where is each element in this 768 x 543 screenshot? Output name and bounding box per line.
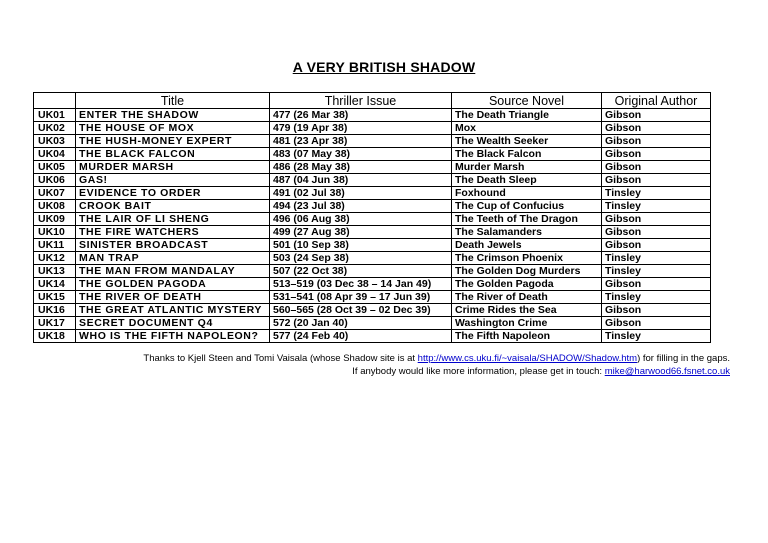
table-row <box>34 291 711 304</box>
cell-code: UK13 <box>34 265 76 278</box>
column-header-thriller-issue: Thriller Issue <box>270 93 452 109</box>
cell-code: UK03 <box>34 135 76 148</box>
cell-source-novel: The Cup of Confucius <box>452 200 602 213</box>
cell-thriller-issue: 477 (26 Mar 38) <box>270 109 452 122</box>
table-row <box>34 226 711 239</box>
cell-code: UK09 <box>34 213 76 226</box>
cell-source-novel: The River of Death <box>452 291 602 304</box>
thanks-note <box>143 353 730 364</box>
cell-thriller-issue: 507 (22 Oct 38) <box>270 265 452 278</box>
cell-thriller-issue: 491 (02 Jul 38) <box>270 187 452 200</box>
cell-title: THE MAN FROM MANDALAY <box>76 265 270 278</box>
cell-source-novel: The Wealth Seeker <box>452 135 602 148</box>
cell-title: EVIDENCE TO ORDER <box>76 187 270 200</box>
cell-original-author: Gibson <box>602 239 711 252</box>
cell-source-novel: The Salamanders <box>452 226 602 239</box>
table-row <box>34 135 711 148</box>
table-row <box>34 304 711 317</box>
cell-source-novel: The Death Sleep <box>452 174 602 187</box>
cell-original-author: Gibson <box>602 109 711 122</box>
cell-thriller-issue: 501 (10 Sep 38) <box>270 239 452 252</box>
cell-original-author: Gibson <box>602 304 711 317</box>
shadow-site-link[interactable]: http://www.cs.uku.fi/~vaisala/SHADOW/Shadow.htm <box>417 353 638 364</box>
cell-original-author: Gibson <box>602 135 711 148</box>
cell-code: UK18 <box>34 330 76 343</box>
table-row <box>34 265 711 278</box>
cell-title: THE GOLDEN PAGODA <box>76 278 270 291</box>
cell-thriller-issue: 499 (27 Aug 38) <box>270 226 452 239</box>
cell-source-novel: Murder Marsh <box>452 161 602 174</box>
table-row <box>34 122 711 135</box>
cell-original-author: Gibson <box>602 122 711 135</box>
thanks-text-after: ) for filling in the gaps. <box>637 353 730 364</box>
cell-thriller-issue: 494 (23 Jul 38) <box>270 200 452 213</box>
table-row <box>34 213 711 226</box>
cell-source-novel: The Teeth of The Dragon <box>452 213 602 226</box>
cell-original-author: Tinsley <box>602 330 711 343</box>
cell-source-novel: The Death Triangle <box>452 109 602 122</box>
cell-source-novel: The Fifth Napoleon <box>452 330 602 343</box>
table-row <box>34 317 711 330</box>
email-link[interactable]: mike@harwood66.fsnet.co.uk <box>604 366 730 377</box>
table-row <box>34 161 711 174</box>
cell-code: UK14 <box>34 278 76 291</box>
cell-original-author: Gibson <box>602 161 711 174</box>
cell-source-novel: The Golden Pagoda <box>452 278 602 291</box>
cell-thriller-issue: 531–541 (08 Apr 39 – 17 Jun 39) <box>270 291 452 304</box>
cell-source-novel: Death Jewels <box>452 239 602 252</box>
cell-original-author: Gibson <box>602 317 711 330</box>
cell-thriller-issue: 487 (04 Jun 38) <box>270 174 452 187</box>
cell-original-author: Gibson <box>602 174 711 187</box>
cell-source-novel: The Black Falcon <box>452 148 602 161</box>
cell-title: WHO IS THE FIFTH NAPOLEON? <box>76 330 270 343</box>
cell-thriller-issue: 572 (20 Jan 40) <box>270 317 452 330</box>
cell-title: ENTER THE SHADOW <box>76 109 270 122</box>
cell-thriller-issue: 513–519 (03 Dec 38 – 14 Jan 49) <box>270 278 452 291</box>
cell-code: UK06 <box>34 174 76 187</box>
cell-source-novel: The Crimson Phoenix <box>452 252 602 265</box>
cell-title: CROOK BAIT <box>76 200 270 213</box>
cell-thriller-issue: 577 (24 Feb 40) <box>270 330 452 343</box>
cell-thriller-issue: 483 (07 May 38) <box>270 148 452 161</box>
cell-title: THE GREAT ATLANTIC MYSTERY <box>76 304 270 317</box>
column-header-source-novel: Source Novel <box>452 93 602 109</box>
table-row <box>34 109 711 122</box>
table-header-row <box>34 93 711 109</box>
cell-title: THE RIVER OF DEATH <box>76 291 270 304</box>
contact-note <box>352 366 730 377</box>
cell-source-novel: Washington Crime <box>452 317 602 330</box>
table-row <box>34 330 711 343</box>
table-row <box>34 200 711 213</box>
cell-title: THE LAIR OF LI SHENG <box>76 213 270 226</box>
table-row <box>34 278 711 291</box>
cell-title: MAN TRAP <box>76 252 270 265</box>
cell-code: UK01 <box>34 109 76 122</box>
cell-code: UK11 <box>34 239 76 252</box>
column-header-original-author: Original Author <box>602 93 711 109</box>
cell-thriller-issue: 481 (23 Apr 38) <box>270 135 452 148</box>
column-header-title: Title <box>76 93 270 109</box>
table-row <box>34 187 711 200</box>
cell-thriller-issue: 479 (19 Apr 38) <box>270 122 452 135</box>
cell-code: UK04 <box>34 148 76 161</box>
cell-title: THE HUSH-MONEY EXPERT <box>76 135 270 148</box>
cell-source-novel: Crime Rides the Sea <box>452 304 602 317</box>
cell-title: SECRET DOCUMENT Q4 <box>76 317 270 330</box>
table-row <box>34 252 711 265</box>
cell-title: SINISTER BROADCAST <box>76 239 270 252</box>
cell-source-novel: The Golden Dog Murders <box>452 265 602 278</box>
cell-title: THE HOUSE OF MOX <box>76 122 270 135</box>
cell-thriller-issue: 560–565 (28 Oct 39 – 02 Dec 39) <box>270 304 452 317</box>
cell-original-author: Tinsley <box>602 252 711 265</box>
cell-title: MURDER MARSH <box>76 161 270 174</box>
cell-title: THE FIRE WATCHERS <box>76 226 270 239</box>
cell-original-author: Tinsley <box>602 265 711 278</box>
table-row <box>34 239 711 252</box>
cell-code: UK15 <box>34 291 76 304</box>
cell-code: UK02 <box>34 122 76 135</box>
cell-original-author: Gibson <box>602 148 711 161</box>
cell-title: THE BLACK FALCON <box>76 148 270 161</box>
page-title: A VERY BRITISH SHADOW <box>292 59 476 75</box>
cell-title: GAS! <box>76 174 270 187</box>
cell-code: UK07 <box>34 187 76 200</box>
cell-original-author: Tinsley <box>602 187 711 200</box>
cell-code: UK05 <box>34 161 76 174</box>
cell-source-novel: Foxhound <box>452 187 602 200</box>
cell-code: UK17 <box>34 317 76 330</box>
cell-code: UK10 <box>34 226 76 239</box>
cell-code: UK16 <box>34 304 76 317</box>
cell-code: UK08 <box>34 200 76 213</box>
table-row <box>34 148 711 161</box>
cell-thriller-issue: 503 (24 Sep 38) <box>270 252 452 265</box>
thanks-text-before: Thanks to Kjell Steen and Tomi Vaisala (whose Shadow site is at <box>143 353 418 364</box>
column-header-code <box>34 93 76 109</box>
table-body <box>34 109 711 343</box>
cell-original-author: Tinsley <box>602 200 711 213</box>
cell-original-author: Tinsley <box>602 291 711 304</box>
episodes-table <box>33 92 711 343</box>
cell-original-author: Gibson <box>602 226 711 239</box>
contact-text: If anybody would like more information, please get in touch: <box>352 366 605 377</box>
cell-source-novel: Mox <box>452 122 602 135</box>
cell-code: UK12 <box>34 252 76 265</box>
cell-thriller-issue: 486 (28 May 38) <box>270 161 452 174</box>
cell-original-author: Gibson <box>602 213 711 226</box>
cell-thriller-issue: 496 (06 Aug 38) <box>270 213 452 226</box>
table-row <box>34 174 711 187</box>
cell-original-author: Gibson <box>602 278 711 291</box>
